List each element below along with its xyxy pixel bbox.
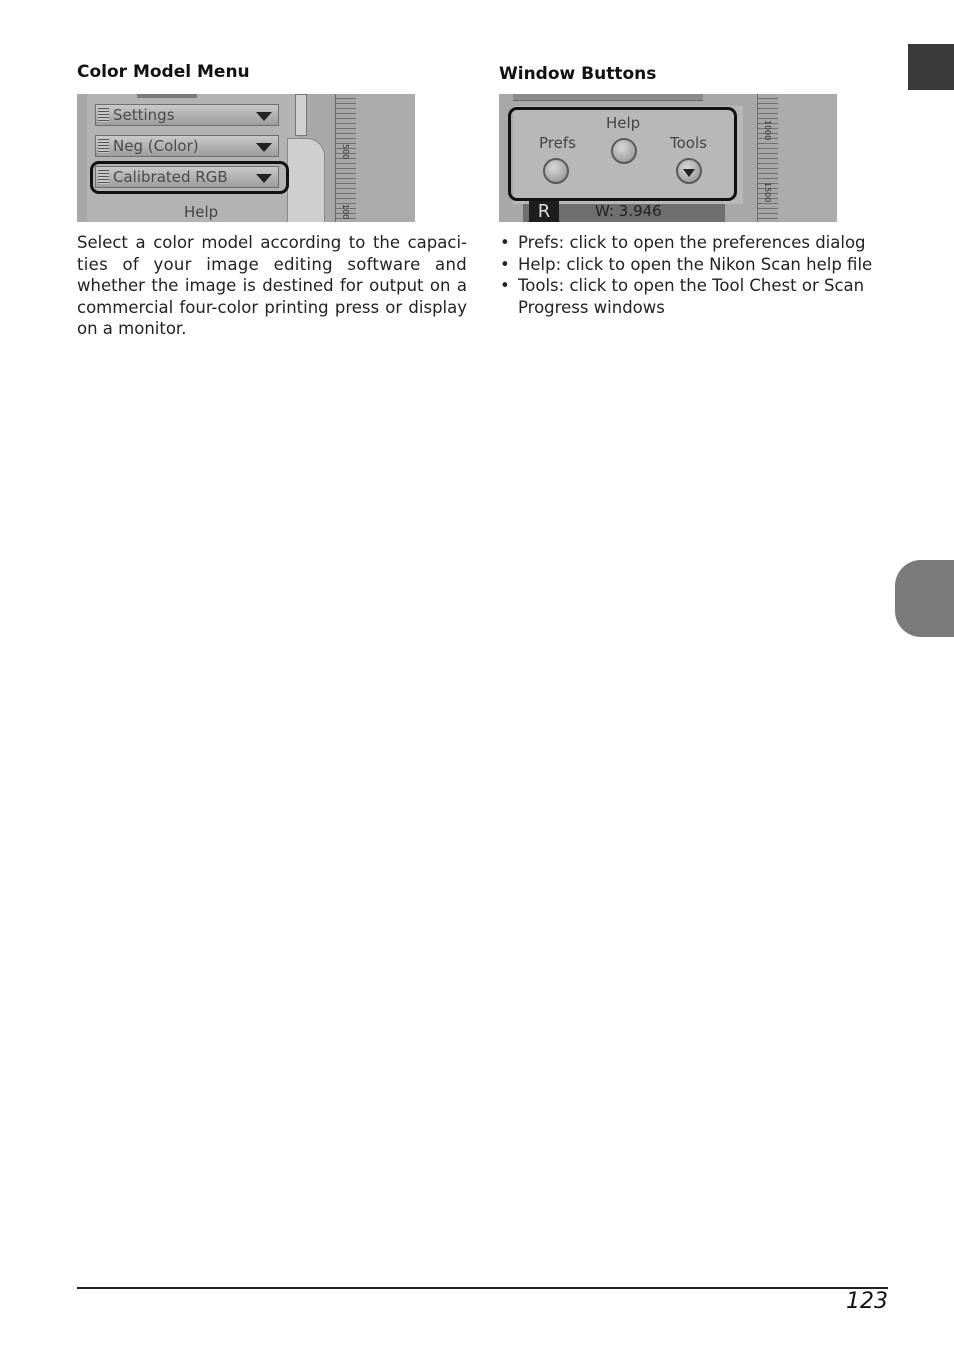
ruler — [757, 94, 778, 222]
paragraph-line: commercial four-color printing press or display — [77, 297, 467, 317]
grip-icon — [98, 139, 109, 153]
ruler-label: 1500 — [763, 182, 772, 203]
film-type-dropdown[interactable] — [95, 135, 279, 157]
list-item: • Tools: click to open the Tool Chest or Scan Progress windows — [500, 275, 900, 318]
dropdown-arrow-icon — [256, 112, 272, 121]
prefs-label: Prefs — [539, 134, 576, 152]
paragraph-line: Select a color model according to the capaci- — [77, 233, 467, 252]
width-readout: W: 3.946 — [595, 202, 662, 220]
film-type-dropdown-label: Neg (Color) — [113, 137, 199, 155]
help-label: Help — [606, 114, 641, 132]
help-label: Help — [184, 203, 219, 221]
window-buttons-list — [500, 232, 900, 318]
chapter-tab-top — [908, 44, 954, 90]
footer-rule — [77, 1287, 888, 1289]
ruler-label: 500 — [341, 144, 350, 160]
ruler-label: 100 — [341, 204, 350, 220]
settings-dropdown-label: Settings — [113, 106, 175, 124]
list-item: • Help: click to open the Nikon Scan help file — [500, 254, 900, 276]
paragraph-line: whether the image is destined for output on a — [77, 276, 467, 295]
color-model-screenshot — [77, 94, 415, 222]
info-bar — [523, 201, 725, 222]
list-item: • Prefs: click to open the preferences dialog — [500, 232, 900, 254]
tools-label: Tools — [670, 134, 707, 152]
color-model-heading: Color Model Menu — [77, 62, 250, 82]
window-buttons-heading: Window Buttons — [499, 64, 657, 84]
window-buttons-screenshot — [499, 94, 837, 222]
chapter-tab-current — [895, 560, 954, 637]
channel-indicator: R — [529, 201, 559, 222]
ruler-label: 1000 — [763, 120, 772, 141]
color-model-dropdown-label: Calibrated RGB — [113, 168, 228, 186]
ruler — [335, 94, 356, 222]
highlight-box — [90, 161, 289, 194]
grip-icon — [98, 108, 109, 122]
dropdown-arrow-icon — [256, 143, 272, 152]
color-model-description — [77, 232, 467, 340]
page-number: 123 — [846, 1289, 888, 1314]
highlight-box — [508, 107, 737, 201]
paragraph-line: ties of your image editing software and — [77, 254, 467, 274]
settings-dropdown[interactable] — [95, 104, 279, 126]
paragraph-line: on a monitor. — [77, 319, 187, 338]
